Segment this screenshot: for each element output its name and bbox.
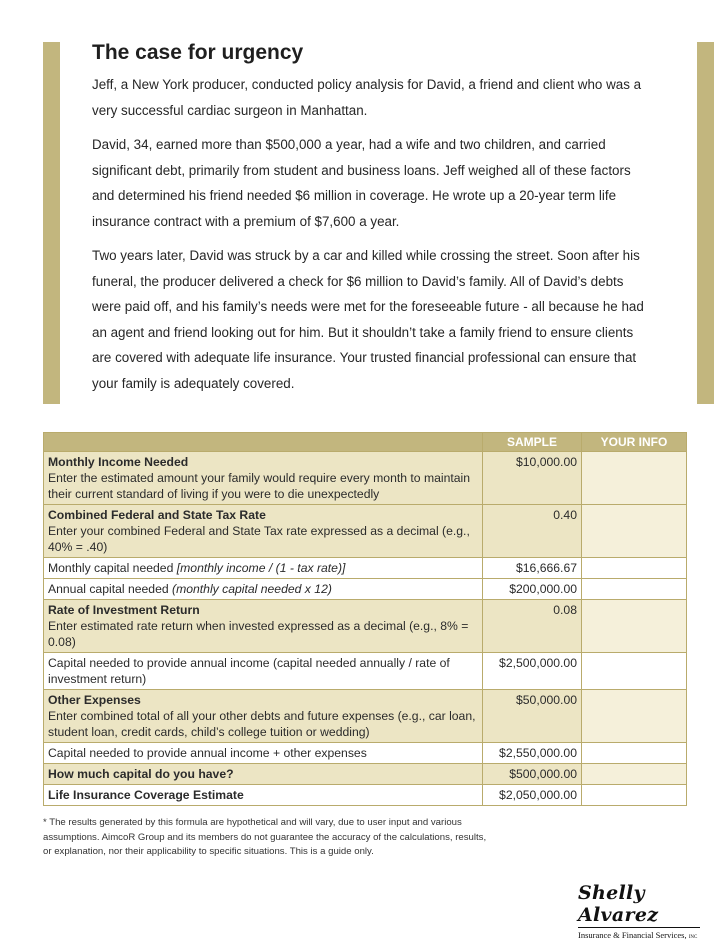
row-label — [44, 600, 483, 653]
story-title: The case for urgency — [92, 41, 304, 64]
logo-divider — [578, 927, 700, 928]
sample-column-header: SAMPLE — [483, 433, 582, 452]
logo-subtitle-text: Insurance & Financial Services — [578, 930, 685, 940]
row-label — [44, 505, 483, 558]
row-title: Other Expenses — [48, 693, 141, 707]
row-label: Capital needed to provide annual income (capital needed annually / rate of investment return) — [44, 653, 483, 690]
sample-value: $2,550,000.00 — [483, 743, 582, 764]
row-text: Monthly capital needed — [48, 561, 174, 575]
row-description: Enter your combined Federal and State Tax rate expressed as a decimal (e.g., 40% = .40) — [48, 524, 470, 554]
table-row-other-expenses — [44, 690, 687, 743]
sample-value: $50,000.00 — [483, 690, 582, 743]
row-description: Enter estimated rate return when invested expressed as a decimal (e.g., 8% = 0.08) — [48, 619, 469, 649]
your-info-input[interactable] — [582, 452, 687, 505]
story-paragraph: Two years later, David was struck by a car and killed while crossing the street. Soon after his funeral, the producer delivered a check for $6 million to David’s family. All of David’s debts were paid off, and his family’s needs were met for the foreseeable future - all because he had an agent and friend looking out for him. But it shouldn’t take a family friend to ensure clients are covered with adequate life insurance. Your trusted financial professional can ensure that your family is adequately covered. — [92, 248, 644, 391]
your-info-cell — [582, 743, 687, 764]
story-paragraph: Jeff, a New York producer, conducted policy analysis for David, a friend and client who was a very successful cardiac surgeon in Manhattan. — [92, 77, 642, 118]
your-info-cell — [582, 579, 687, 600]
left-accent-bar — [43, 42, 60, 404]
your-info-column-header: YOUR INFO — [582, 433, 687, 452]
your-info-input[interactable] — [582, 690, 687, 743]
table-row-coverage-estimate — [44, 785, 687, 806]
your-info-input[interactable] — [582, 505, 687, 558]
disclaimer-text: * The results generated by this formula are hypothetical and will vary, due to user input and various assumptions. AimcoR Group and its members do not guarantee the accuracy of the calculations, results, or explanation, nor their applicability to specific situations. This is a guide only. — [43, 817, 487, 857]
row-label — [44, 690, 483, 743]
sample-value: $500,000.00 — [483, 764, 582, 785]
row-description: Enter combined total of all your other debts and future expenses (e.g., car loan, student loan, credit cards, child’s college tuition or wedding) — [48, 709, 476, 739]
right-accent-bar — [697, 42, 714, 404]
row-title: Life Insurance Coverage Estimate — [44, 785, 483, 806]
row-title: Monthly Income Needed — [48, 455, 189, 469]
sample-value: 0.08 — [483, 600, 582, 653]
row-label — [44, 558, 483, 579]
your-info-cell — [582, 558, 687, 579]
your-info-cell — [582, 785, 687, 806]
sample-value: $16,666.67 — [483, 558, 582, 579]
company-logo — [578, 882, 708, 940]
table-row-capital-have — [44, 764, 687, 785]
sample-value: $10,000.00 — [483, 452, 582, 505]
header-blank-cell — [44, 433, 483, 452]
your-info-input[interactable] — [582, 600, 687, 653]
row-title: How much capital do you have? — [44, 764, 483, 785]
sample-value: $2,050,000.00 — [483, 785, 582, 806]
row-title: Rate of Investment Return — [48, 603, 200, 617]
row-formula: [monthly income / (1 - tax rate)] — [176, 561, 346, 575]
table-row-capital-plus-expenses — [44, 743, 687, 764]
row-label: Capital needed to provide annual income + other expenses — [44, 743, 483, 764]
table-header-row — [44, 433, 687, 452]
sample-value: $2,500,000.00 — [483, 653, 582, 690]
row-formula: (monthly capital needed x 12) — [172, 582, 332, 596]
logo-suffix: INC — [688, 935, 698, 940]
row-text: Annual capital needed — [48, 582, 169, 596]
row-title: Combined Federal and State Tax Rate — [48, 508, 266, 522]
row-label — [44, 452, 483, 505]
logo-subtitle: Insurance & Financial Services, INC — [578, 930, 698, 940]
table-row-investment-return — [44, 600, 687, 653]
table-row-monthly-income — [44, 452, 687, 505]
row-label — [44, 579, 483, 600]
logo-signature: Shelly Alvarez — [578, 882, 659, 926]
your-info-input[interactable] — [582, 764, 687, 785]
story-section — [92, 40, 652, 405]
sample-value: $200,000.00 — [483, 579, 582, 600]
table-row-capital-annual-income — [44, 653, 687, 690]
your-info-cell — [582, 653, 687, 690]
sample-value: 0.40 — [483, 505, 582, 558]
table-row-annual-capital — [44, 579, 687, 600]
story-paragraph: David, 34, earned more than $500,000 a year, had a wife and two children, and carried significant debt, primarily from student and business loans. Jeff weighed all of these factors and determined his friend needed $6 million in coverage. He wrote up a 20-year term life insurance contract with a premium of $7,600 a year. — [92, 137, 631, 229]
table-row-monthly-capital — [44, 558, 687, 579]
coverage-calculator-table — [43, 432, 687, 806]
row-description: Enter the estimated amount your family would require every month to maintain their current standard of living if you were to die unexpectedly — [48, 471, 471, 501]
table-row-tax-rate — [44, 505, 687, 558]
